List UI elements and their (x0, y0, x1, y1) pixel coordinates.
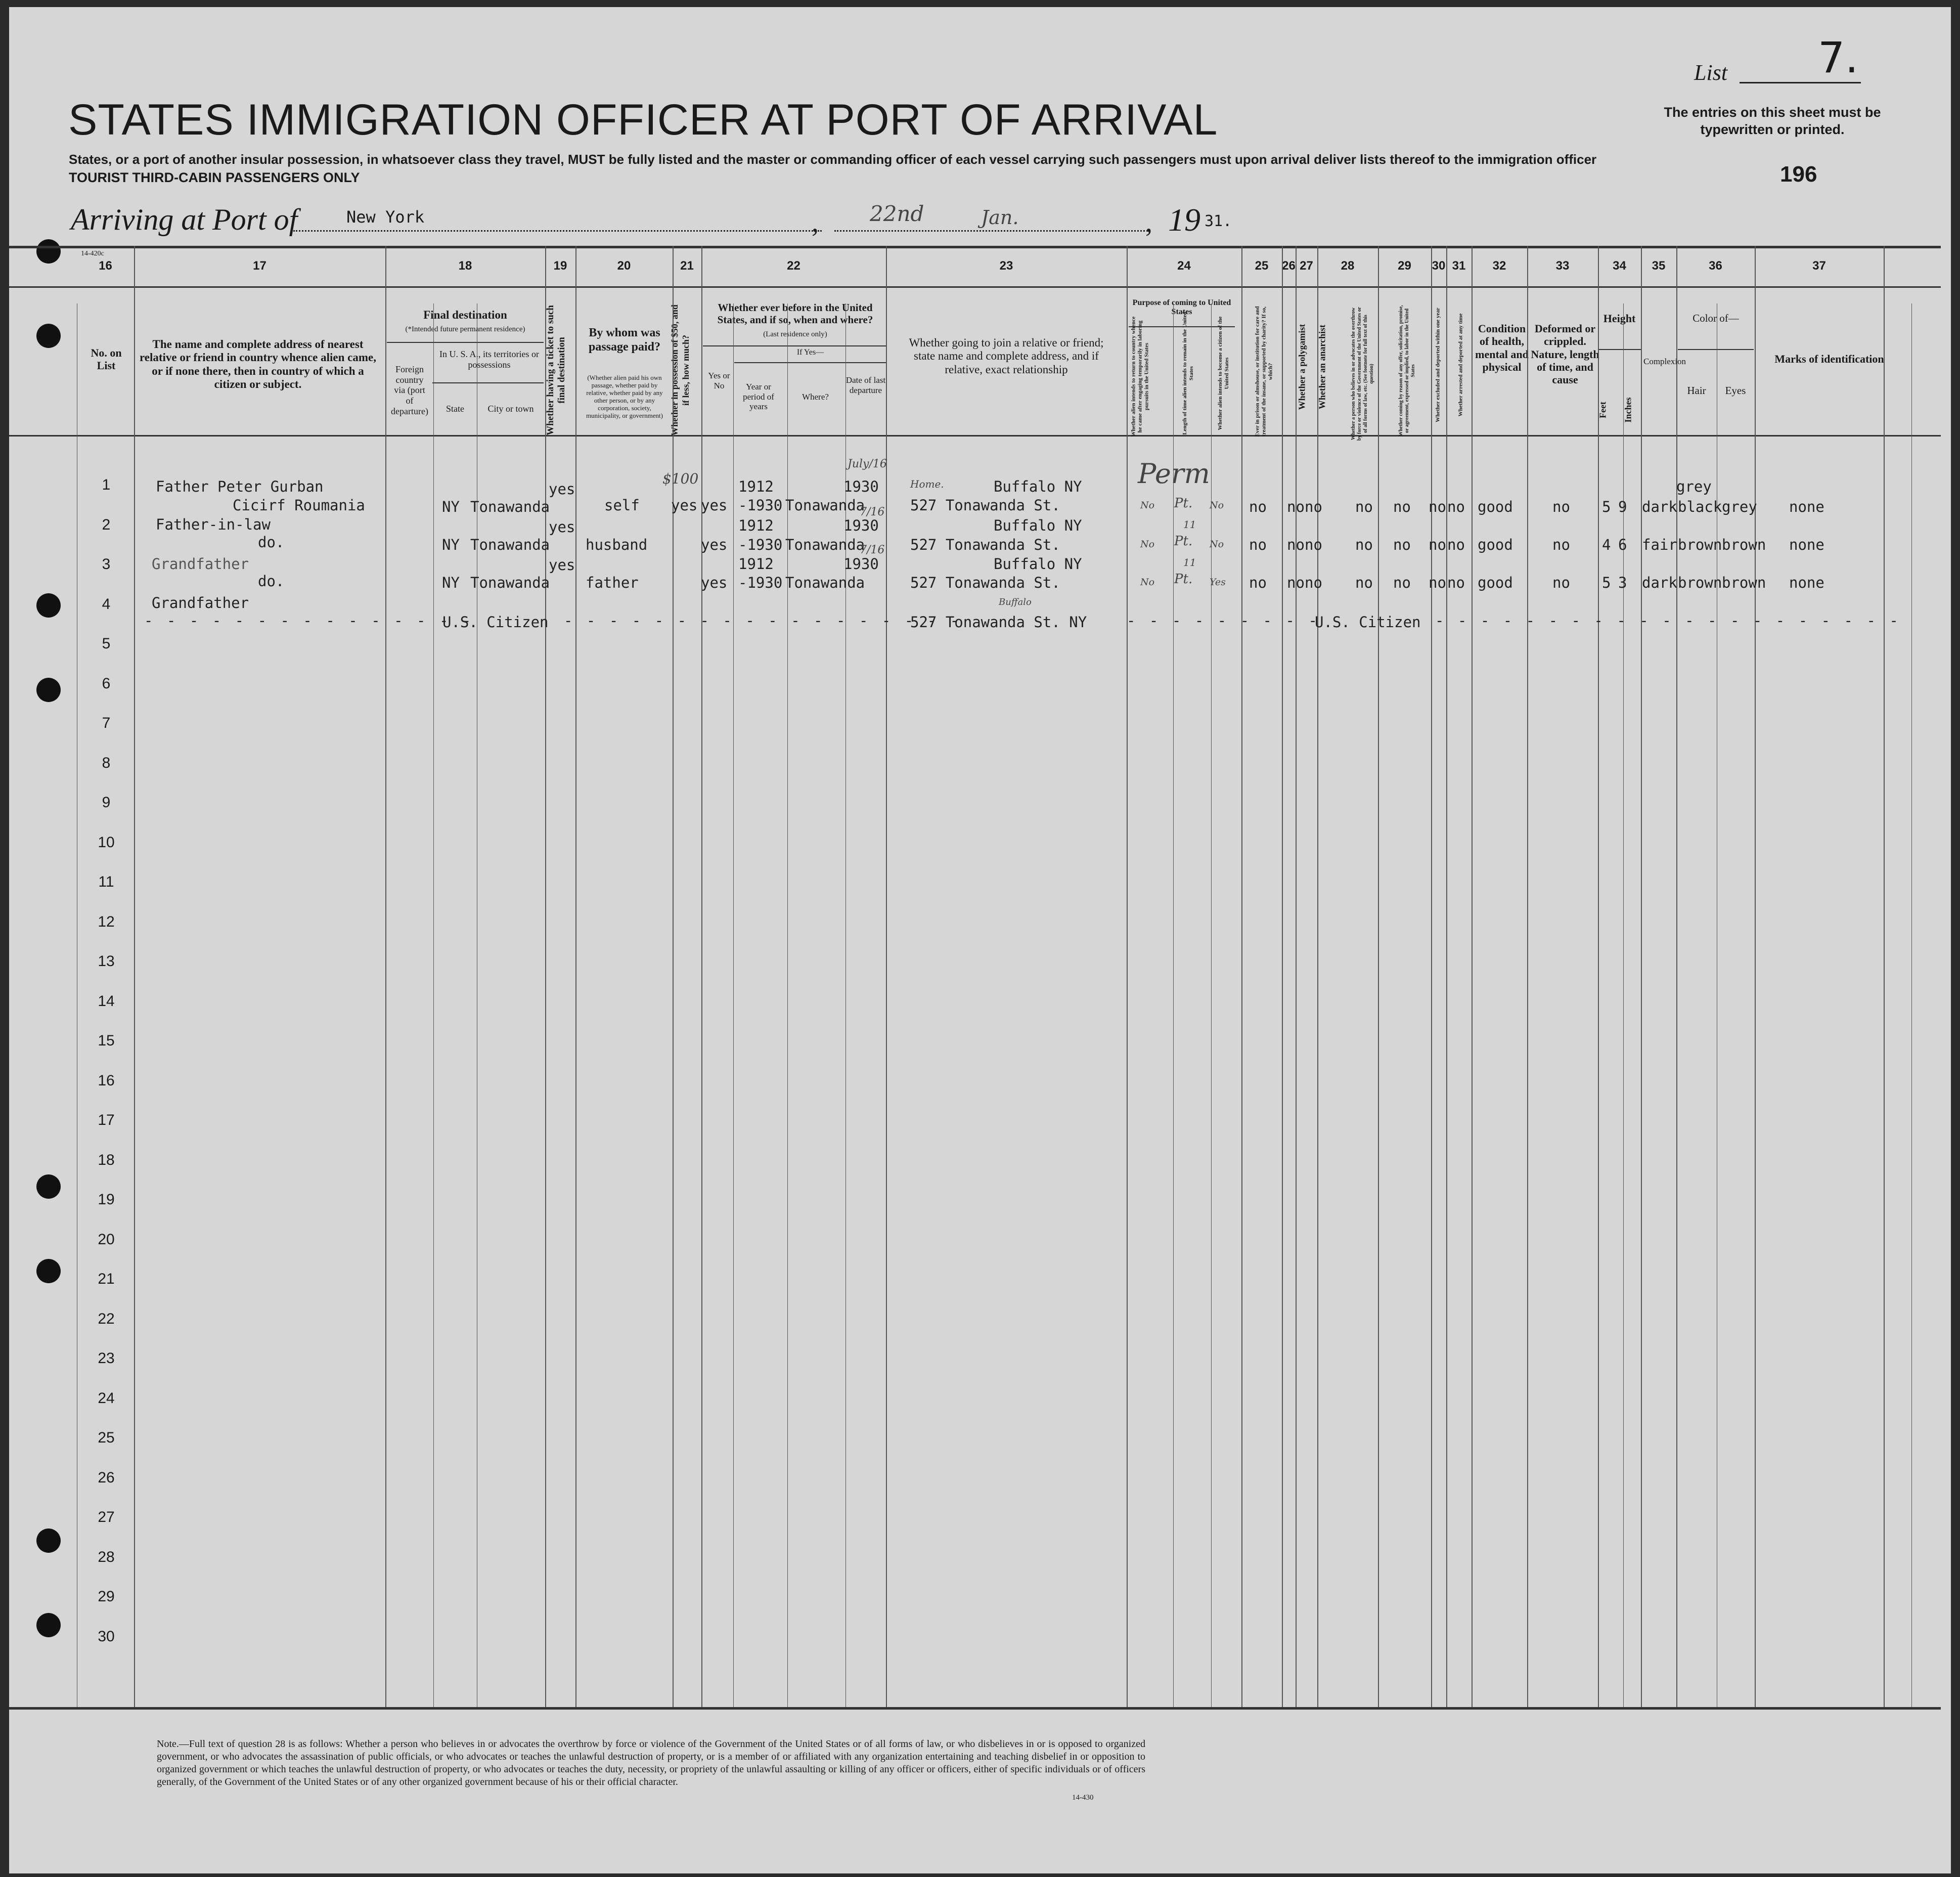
r2-complexion: fair (1642, 536, 1677, 553)
r2-paid-by: husband (586, 536, 648, 553)
row-number: 21 (98, 1271, 115, 1287)
r4-join-address: 527 Tonawanda St. NY (910, 614, 1087, 631)
r2-purpose-b-mark: 11 (1183, 518, 1196, 531)
binder-hole (36, 1259, 61, 1283)
r2-state: NY (442, 536, 460, 553)
arrival-day: 22nd (870, 201, 924, 226)
row-number: 20 (98, 1231, 115, 1248)
column-number: 17 (253, 259, 266, 273)
r1-q30: no (1429, 498, 1446, 515)
header-foreign-country: Foreign country via (port of departure) (391, 364, 428, 416)
form-code: 14-420c (81, 250, 104, 257)
column-number: 26 (1282, 259, 1296, 273)
r3-q30: no (1429, 574, 1446, 591)
row-number: 12 (98, 913, 115, 930)
r3-purpose-c: Yes (1210, 577, 1226, 588)
r2-inches: 6 (1618, 536, 1627, 553)
column-number: 34 (1613, 259, 1626, 273)
grid-column-line (385, 246, 386, 1707)
grid-column-line (1911, 303, 1912, 1707)
row-number: 24 (98, 1389, 115, 1407)
r2-ticket: yes (549, 518, 575, 536)
r4-dash-line: - - - - - - - - - - - - - - - (144, 612, 474, 629)
binder-hole (36, 678, 61, 702)
column-number: 24 (1177, 259, 1191, 273)
header-hair: Hair (1687, 384, 1706, 397)
r1-eyes: grey (1722, 498, 1757, 515)
r1-years-a: 1912 (738, 478, 774, 495)
r1-marks: none (1789, 498, 1824, 515)
r4-dash-line: - - - - - - - - - - - - - - - - - - - - - (1435, 612, 1901, 629)
r1-years-b: -1930 (738, 497, 783, 514)
r4-relation: Grandfather (152, 594, 249, 612)
date-line (834, 230, 1150, 232)
header-yes-no: Yes or No (708, 371, 730, 390)
grid-column-line (1241, 246, 1242, 1707)
r3-q26: no (1287, 574, 1305, 591)
r1-purpose-a: No (1140, 500, 1155, 511)
page-title: STATES IMMIGRATION OFFICER AT PORT OF ARRIVAL (68, 96, 1218, 144)
r2-q29: no (1393, 536, 1411, 553)
grid-column-line (1378, 246, 1379, 1707)
grid-column-line (1472, 246, 1473, 1707)
list-number: 7. (1818, 33, 1859, 82)
r2-hair: brown (1678, 536, 1722, 553)
grid-column-line (1884, 246, 1885, 1707)
binder-hole (36, 593, 61, 618)
r1-q25: no (1249, 498, 1267, 515)
header-purpose-length: Length of time alien intends to remain in the United States (1182, 312, 1194, 435)
r3-health: good (1478, 574, 1513, 591)
grid-column-line (1211, 303, 1212, 1707)
r3-purpose-a: No (1140, 577, 1155, 588)
row-number: 3 (102, 556, 111, 573)
header-last-residence: (Last residence only) (763, 330, 827, 338)
r3-hair: brown (1678, 574, 1722, 591)
grid-column-line (1296, 246, 1297, 1707)
header-feet: Feet (1597, 402, 1608, 418)
sheet-number: 196 (1780, 162, 1817, 187)
grid-column-line (1173, 303, 1174, 1707)
r2-place: do. (258, 534, 285, 551)
header-eyes: Eyes (1725, 384, 1746, 397)
r2-marks: none (1789, 536, 1824, 553)
r4-status-b: U.S. Citizen (1315, 614, 1421, 631)
r1-ticket: yes (549, 481, 575, 498)
header-purpose-citizen: Whether alien intends to become a citizen of the United States (1217, 316, 1230, 430)
rule-usa (432, 382, 544, 383)
grid-column-line (1127, 246, 1128, 1707)
r1-q26: no (1287, 498, 1305, 515)
rule-colnum (9, 286, 1941, 288)
r3-q28: no (1355, 574, 1373, 591)
column-number: 29 (1398, 259, 1411, 273)
grid-column-line (1317, 246, 1318, 1707)
r1-purpose-c: No (1210, 500, 1224, 511)
r1-money: $100 (662, 470, 699, 487)
row-number: 17 (98, 1112, 115, 1128)
header-anarchist: Whether an anarchist (1317, 324, 1327, 410)
arriving-label: Arriving at Port of (71, 203, 298, 236)
r2-q25: no (1249, 536, 1267, 553)
r2-departure-year: 1930 (843, 517, 879, 534)
grid-column-line (1598, 246, 1599, 1707)
grid-column-line (787, 303, 788, 1707)
header-50-dollars: Whether in possession of $50, and if less, how much? (670, 304, 691, 436)
header-final-destination: Final destination (423, 309, 507, 321)
binder-hole (36, 1174, 61, 1199)
r3-relation: Grandfather (152, 555, 249, 573)
row-number: 18 (98, 1151, 115, 1168)
r2-departure-handwritten: 7/16 (860, 506, 885, 518)
column-number: 20 (617, 259, 631, 273)
row-number: 5 (102, 635, 111, 652)
r1-purpose-b: Pt. (1174, 496, 1193, 511)
column-number: 36 (1709, 259, 1722, 273)
r1-has-50: yes (671, 497, 698, 514)
r4-join-handwritten: Buffalo (999, 597, 1032, 607)
r2-purpose-c: No (1210, 539, 1224, 550)
grid-column-line (1641, 246, 1642, 1707)
r3-ticket: yes (549, 556, 575, 574)
rule-purpose (1129, 326, 1235, 327)
r3-q31: no (1447, 574, 1465, 591)
column-number: 35 (1652, 259, 1666, 273)
column-number: 37 (1812, 259, 1826, 273)
arrival-port: New York (346, 207, 425, 227)
row-number: 13 (98, 953, 115, 970)
r2-purpose-a: No (1140, 539, 1155, 550)
r1-name: Peter Gurban (217, 478, 324, 495)
r1-hair: black (1678, 498, 1722, 515)
r3-marks: none (1789, 574, 1824, 591)
row-number: 25 (98, 1429, 115, 1446)
header-prison: Ever in prison or almshouse, or institution for care and treatment of the insane, or supported by charity? If so, which? (1254, 306, 1274, 437)
column-number: 18 (458, 259, 472, 273)
column-number: 19 (553, 259, 567, 273)
row-number: 27 (98, 1509, 115, 1525)
r4-dash-line: - - - - - - - - - (1127, 612, 1320, 629)
comma: , (812, 207, 819, 238)
header-going-to-join: Whether going to join a relative or friend; state name and complete address, and if relative, exact relationship (909, 336, 1104, 376)
subtitle-class: TOURIST THIRD-CABIN PASSENGERS ONLY (69, 170, 360, 185)
header-final-destination-note: (*Intended future permanent residence) (405, 325, 525, 333)
row-number: 26 (98, 1469, 115, 1486)
r2-health: good (1478, 536, 1513, 553)
column-number: 33 (1555, 259, 1570, 273)
row-number: 9 (102, 794, 111, 811)
row-number: 1 (102, 476, 111, 493)
subtitle-instructions: States, or a port of another insular possession, in whatsoever class they travel, MUST be fully listed and the master or commanding officer of each vessel carrying such passengers must upon arrival deliver lists thereof to the immigration officer (69, 152, 1597, 167)
header-list-number: No. on List (91, 346, 122, 372)
rule-ever-before (703, 345, 886, 346)
header-passage-paid: By whom was passage paid? (588, 326, 661, 354)
header-passage-note: (Whether alien paid his own passage, whether paid by relative, whether paid by any other person, or by any corporation, society, municipality, or government) (586, 374, 663, 419)
binder-hole (36, 1529, 61, 1553)
r3-before: yes (701, 574, 728, 591)
grid-column-line (673, 246, 674, 1707)
r2-q28: no (1355, 536, 1373, 553)
grid-column-line (1446, 246, 1447, 1707)
header-color-of: Color of— (1692, 312, 1739, 324)
r3-deformed: no (1552, 574, 1570, 591)
r3-state: NY (442, 574, 460, 591)
r2-deformed: no (1552, 536, 1570, 553)
rule-if-yes (734, 362, 886, 363)
row-number: 16 (98, 1072, 115, 1089)
r3-paid-by: father (586, 574, 639, 591)
r1-join-city: Buffalo NY (994, 478, 1082, 495)
r2-purpose-b: Pt. (1174, 534, 1193, 549)
r1-purpose-handwritten: Perm (1138, 458, 1210, 490)
r3-years-a: 1912 (738, 555, 774, 573)
footnote: Note.—Full text of question 28 is as follows: Whether a person who believes in or advocates the overthrow by force or violence of the Government of the United States or of all forms of law, or who disbelieves in or is opposed to organized government, or who advocates the assassination of public officials, or who advocates or teaches the unlawful destruction of property, or is a member of or affiliated with any organization entertaining and teaching disbelief in or opposition to organized government or which teaches the unlawful destruction of property, or who advocates or teaches the duty, necessity, or propriety of the unlawful assaulting or killing of any officer or officers, either of specific individuals or of officers generally, of the Government of the United States or of any other organized government because of his or their official character. (157, 1738, 1145, 1787)
row-number: 4 (102, 595, 111, 613)
r3-where: Tonawanda (785, 574, 865, 591)
arrival-month: Jan. (981, 206, 1019, 229)
rule-height (1598, 349, 1641, 350)
r1-q29: no (1393, 498, 1411, 515)
comma: , (1145, 207, 1152, 238)
r1-q27: no (1305, 498, 1322, 515)
header-offer-labor: Whether coming by reason of any offer, solicitation, promise, or agreement, expressed or implied, to labor in the United States (1398, 305, 1416, 436)
r1-q28: no (1355, 498, 1373, 515)
row-number: 7 (102, 715, 111, 731)
r2-years-a: 1912 (738, 517, 774, 534)
header-departure-date: Date of last departure (845, 375, 886, 395)
typewritten-note: The entries on this sheet must be typewritten or printed. (1664, 105, 1881, 137)
row-number: 11 (98, 874, 114, 890)
grid-column-line (1282, 246, 1283, 1707)
r1-hair-top: grey (1676, 478, 1712, 495)
r3-purpose-b: Pt. (1174, 572, 1193, 587)
r2-before: yes (701, 536, 728, 553)
r1-complexion: dark (1642, 498, 1677, 515)
grid-column-line (1527, 246, 1528, 1707)
header-purpose: Purpose of coming to United States (1132, 298, 1231, 317)
r2-city: Tonawanda (470, 536, 550, 553)
r3-departure-year: 1930 (843, 555, 879, 573)
row-number: 29 (98, 1588, 115, 1605)
r1-city: Tonawanda (470, 498, 550, 515)
header-excluded: Whether excluded and deported within one year (1435, 308, 1441, 422)
r1-departure-year: 1930 (843, 478, 879, 495)
grid-column-line (701, 246, 702, 1707)
r3-city: Tonawanda (470, 574, 550, 591)
r2-years-b: -1930 (738, 536, 783, 553)
r2-q30: no (1429, 536, 1446, 553)
r2-join-address: 527 Tonawanda St. (910, 536, 1060, 553)
r3-join-city: Buffalo NY (994, 555, 1082, 573)
row-number: 10 (98, 834, 115, 851)
column-number: 23 (999, 259, 1013, 273)
row-number: 15 (98, 1032, 115, 1049)
r2-feet: 4 (1602, 536, 1611, 553)
r1-where: Tonawanda (785, 497, 865, 514)
header-polygamist: Whether a polygamist (1297, 324, 1307, 410)
r2-join-city: Buffalo NY (994, 517, 1082, 534)
r1-join-handwritten: Home. (910, 478, 944, 490)
rule-color (1678, 349, 1754, 350)
header-state: State (446, 404, 464, 414)
list-label: List (1694, 60, 1728, 85)
row-number: 28 (98, 1548, 115, 1565)
grid-column-line (575, 246, 576, 1707)
row-number: 2 (102, 516, 111, 533)
header-ticket: Whether having a ticket to such final destination (545, 305, 567, 435)
header-ever-before: Whether ever before in the United States, and if so, when and where? (717, 301, 873, 326)
column-number: 30 (1432, 259, 1446, 273)
header-arrested: Whether arrested and deported at any time (1457, 313, 1464, 417)
r3-purpose-b-mark: 11 (1183, 556, 1196, 569)
row-number: 8 (102, 754, 111, 771)
column-number: 16 (99, 259, 112, 273)
r3-feet: 5 (1602, 574, 1611, 591)
header-relative-address: The name and complete address of nearest relative or friend in country whence alien came, or if none there, then in country of which a citizen or subject. (139, 338, 376, 391)
r3-q25: no (1249, 574, 1267, 591)
r2-where: Tonawanda (785, 536, 865, 553)
row-number: 14 (98, 992, 115, 1010)
r2-relation: Father-in-law (156, 516, 271, 533)
r4-dash-line: - - - - - - - - - - - - - - - - - - (564, 612, 962, 629)
binder-hole (36, 239, 61, 264)
r1-place: Cicirf Roumania (233, 497, 365, 514)
header-years: Year or period of years (743, 382, 774, 412)
r1-deformed: no (1552, 498, 1570, 515)
r1-q31: no (1447, 498, 1465, 515)
grid-column-line (1755, 246, 1756, 1707)
grid-column-line (433, 303, 434, 1707)
row-number: 19 (98, 1191, 115, 1208)
rule-table-bottom (9, 1707, 1941, 1710)
year-suffix: 31. (1205, 212, 1232, 230)
header-health: Condition of health, mental and physical (1475, 322, 1529, 373)
rule-dest (387, 342, 544, 343)
r3-q27: no (1305, 574, 1322, 591)
header-city: City or town (487, 404, 534, 414)
column-number: 31 (1452, 259, 1466, 273)
row-number: 30 (98, 1628, 115, 1645)
grid-column-line (845, 303, 846, 1707)
column-number: 22 (787, 259, 800, 273)
header-in-usa: In U. S. A., its territories or possessions (439, 349, 539, 370)
r2-q31: no (1447, 536, 1465, 553)
r3-join-address: 527 Tonawanda St. (910, 574, 1060, 591)
r2-eyes: brown (1722, 536, 1766, 553)
r1-paid-by: self (604, 497, 640, 514)
r2-q26: no (1287, 536, 1305, 553)
header-complexion: Complexion (1643, 357, 1686, 366)
year-prefix: 19 (1168, 202, 1200, 238)
r3-complexion: dark (1642, 574, 1677, 591)
header-where: Where? (802, 392, 829, 402)
row-number: 23 (98, 1350, 115, 1367)
r3-inches: 3 (1618, 574, 1627, 591)
binder-hole (36, 324, 61, 348)
column-number: 27 (1300, 259, 1313, 273)
grid-column-line (733, 303, 734, 1707)
r1-join-address: 527 Tonawanda St. (910, 497, 1060, 514)
column-number: 21 (680, 259, 694, 273)
header-marks: Marks of identification (1774, 353, 1884, 365)
rule-top (9, 246, 1941, 248)
r1-before: yes (701, 497, 728, 514)
grid-column-line (134, 246, 135, 1707)
column-number: 28 (1341, 259, 1355, 273)
row-number: 6 (102, 675, 111, 692)
r1-inches: 9 (1618, 498, 1627, 515)
r3-place: do. (258, 573, 285, 590)
r1-health: good (1478, 498, 1513, 515)
r1-feet: 5 (1602, 498, 1611, 515)
list-underline (1740, 82, 1861, 83)
r3-q29: no (1393, 574, 1411, 591)
port-line (293, 230, 822, 232)
r3-years-b: -1930 (738, 574, 783, 591)
column-number: 25 (1255, 259, 1269, 273)
r1-relation: Father (156, 478, 209, 495)
header-height: Height (1603, 312, 1636, 325)
header-inches: Inches (1623, 397, 1633, 423)
r3-eyes: brown (1722, 574, 1766, 591)
footnote-code: 14-430 (1072, 1794, 1094, 1802)
grid-column-line (1676, 246, 1677, 1707)
r3-departure-handwritten: 7/16 (860, 544, 885, 556)
header-purpose-return: Whether alien intends to return to country whence he came after engaging temporarily in laboring pursuits in the United States (1130, 316, 1150, 437)
header-deformed: Deformed or crippled. Nature, length of time, and cause (1531, 322, 1599, 386)
header-if-yes: If Yes— (796, 348, 824, 357)
grid-column-line (1431, 246, 1432, 1707)
r2-q27: no (1305, 536, 1322, 553)
r1-state: NY (442, 498, 460, 515)
row-number: 22 (98, 1310, 115, 1327)
r1-departure-handwritten: July/16 (848, 458, 887, 470)
binder-hole (36, 1613, 61, 1637)
column-number: 32 (1492, 259, 1506, 273)
grid-column-line (545, 246, 546, 1707)
r4-status-a: U.S. Citizen (442, 614, 549, 631)
rule-header-bottom (9, 435, 1941, 436)
header-q28: Whether a person who believes in or advocates the overthrow by force or violence of the Government of the United States or of all forms of law, etc. (See footnote for full text of this question) (1351, 307, 1374, 441)
